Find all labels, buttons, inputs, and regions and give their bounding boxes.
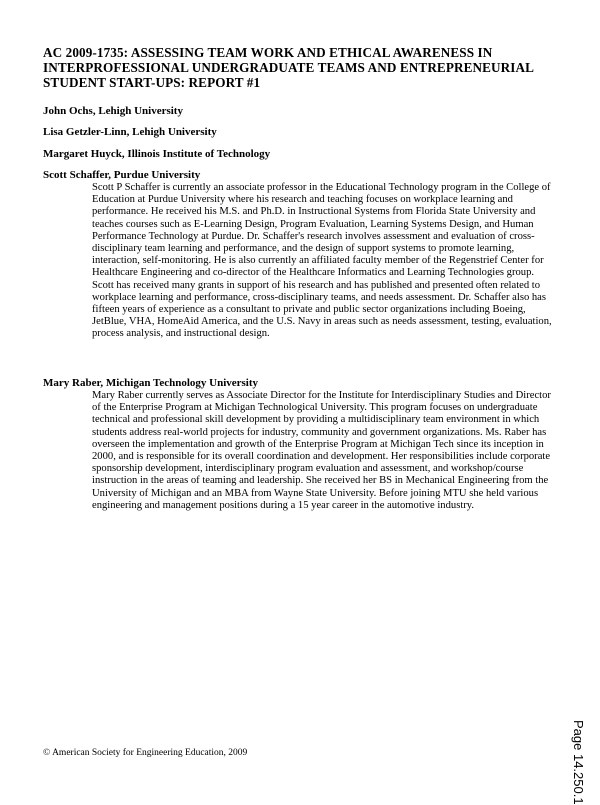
page-number: Page 14.250.1 [571,720,586,805]
author-name-getzler-linn: Lisa Getzler-Linn, Lehigh University [43,126,217,138]
author-name-huyck: Margaret Huyck, Illinois Institute of Technology [43,148,271,160]
author-name-ochs: John Ochs, Lehigh University [43,105,183,117]
author-bio-raber: Mary Raber currently serves as Associate Director for the Institute for Interdisciplinary Studies and Director of the Enterprise Program at Michigan Technological University. This program focuses on undergraduate technical and professional skill development by providing a multidisciplinary team environment in which students address real-world projects for industry, community and government organizations. Ms. Raber has overseen the implementation and growth of the Enterprise Program at Michigan Tech since its inception in 2000, and is responsible for its overall coordination and development. Her responsibilities include corporate sponsorship development, interdisciplinary program evaluation and assessment, and workshop/course instruction in the areas of teaming and leadership. She received her BS in Mechanical Engineering from the University of Michigan and an MBA from Wayne State University. Before joining MTU she held various engineering and management positions during a 15 year career in the automotive industry. [92,390,551,511]
copyright-footer: © American Society for Engineering Education, 2009 [43,748,248,758]
author-name-schaffer: Scott Schaffer, Purdue University [43,169,201,181]
author-name-raber: Mary Raber, Michigan Technology University [43,377,259,389]
paper-title: AC 2009-1735: ASSESSING TEAM WORK AND ETHICAL AWARENESS IN INTERPROFESSIONAL UNDERGRADUATE TEAMS AND ENTREPRENEURIAL STUDENT START-UPS: REPORT #1 [43,45,534,90]
author-bio-schaffer: Scott P Schaffer is currently an associate professor in the Educational Technology program in the College of Education at Purdue University where his research and teaching focuses on workplace learning and performance. He received his M.S. and Ph.D. in Instructional Systems from Florida State University and teaches courses such as E-Learning Design, Program Evaluation, Learning Systems Design, and Human Performance Technology at Purdue. Dr. Schaffer's research involves assessment and evaluation of cross-disciplinary team learning and performance, and the design of support systems to promote learning, interaction, self-monitoring. He is also currently an affiliated faculty member of the Regenstrief Center for Healthcare Engineering and co-director of the Healthcare Informatics and Learning Technologies group. Scott has received many grants in support of his research and has published and presented often related to workplace learning and performance, cross-disciplinary teams, and needs assessment. Dr. Schaffer also has fifteen years of experience as a consultant to private and public sector organizations including Boeing, JetBlue, VHA, HomeAid America, and the U.S. Navy in areas such as needs assessment, testing, evaluation, process analysis, and instructional design. [92,182,552,340]
